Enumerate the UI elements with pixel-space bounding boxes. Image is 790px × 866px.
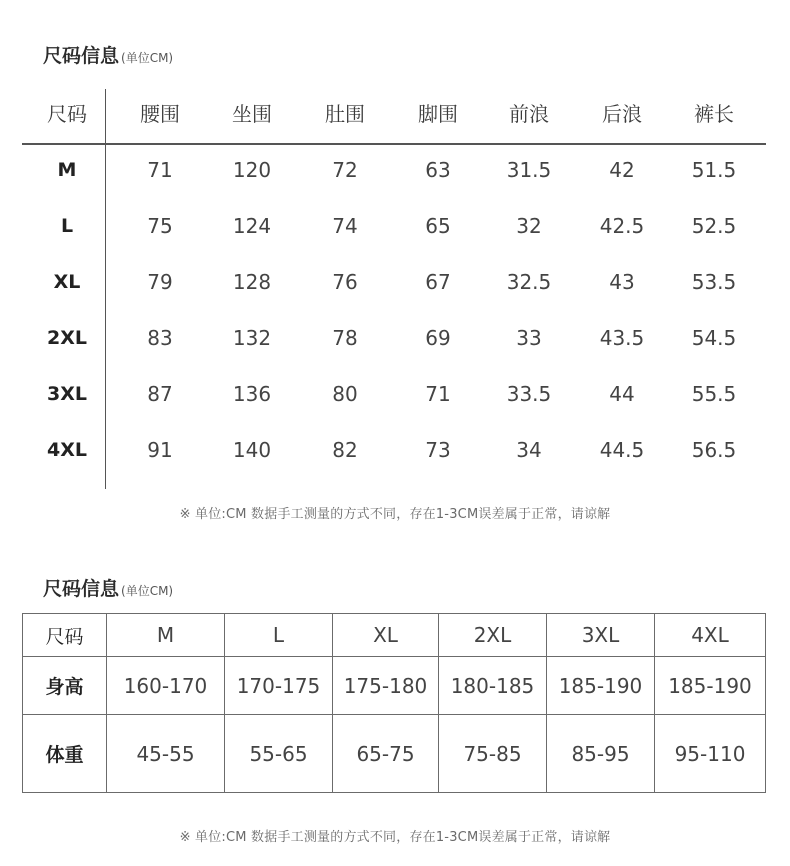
column-header: 脚围 — [418, 102, 458, 126]
size-cell: 3XL — [547, 614, 655, 657]
measurement-cell: 132 — [232, 326, 272, 350]
section-title-body-size — [43, 574, 173, 601]
measurement-cell: 32.5 — [506, 270, 552, 294]
measurement-cell: 43.5 — [599, 326, 645, 350]
column-header: 裤长 — [694, 102, 734, 126]
column-header: 肚围 — [325, 102, 365, 126]
weight-label: 体重 — [23, 715, 107, 793]
measurement-cell: 87 — [147, 382, 173, 406]
size-label: M — [57, 159, 77, 181]
measurement-cell: 31.5 — [506, 158, 552, 182]
garment-measurement-table — [22, 89, 766, 489]
measurement-cell: 82 — [332, 438, 358, 462]
weight-cell: 45-55 — [107, 715, 225, 793]
measurement-cell: 73 — [425, 438, 451, 462]
measurement-cell: 34 — [516, 438, 542, 462]
measurement-cell: 76 — [332, 270, 358, 294]
size-label: 2XL — [47, 327, 87, 349]
column-header: 腰围 — [140, 102, 180, 126]
height-cell: 185-190 — [655, 657, 766, 715]
size-cell: 4XL — [655, 614, 766, 657]
size-label: XL — [53, 271, 81, 293]
measurement-cell: 128 — [232, 270, 272, 294]
height-label: 身高 — [23, 657, 107, 715]
measurement-cell: 136 — [232, 382, 272, 406]
measurement-cell: 63 — [425, 158, 451, 182]
measurement-cell: 71 — [425, 382, 451, 406]
size-label: 4XL — [47, 439, 87, 461]
measurement-cell: 32 — [516, 214, 542, 238]
size-cell: XL — [333, 614, 439, 657]
body-size-table — [22, 613, 766, 793]
measurement-cell: 91 — [147, 438, 173, 462]
size-cell: L — [225, 614, 333, 657]
section-title-text: 尺码信息 — [43, 45, 120, 67]
weight-cell: 85-95 — [547, 715, 655, 793]
column-header: 坐围 — [232, 102, 272, 126]
measurement-cell: 42.5 — [599, 214, 645, 238]
measurement-cell: 67 — [425, 270, 451, 294]
section-unit: (单位CM) — [121, 51, 174, 65]
measurement-cell: 33 — [516, 326, 542, 350]
size-header-label: 尺码 — [47, 102, 87, 126]
weight-cell: 55-65 — [225, 715, 333, 793]
height-cell: 170-175 — [225, 657, 333, 715]
measurement-note: ※ 单位:CM 数据手工测量的方式不同，存在1-3CM误差属于正常，请谅解 — [179, 830, 611, 845]
size-cell: 2XL — [439, 614, 547, 657]
measurement-cell: 53.5 — [691, 270, 737, 294]
measurement-cell: 120 — [232, 158, 272, 182]
measurement-cell: 52.5 — [691, 214, 737, 238]
table-row-weight — [23, 715, 766, 793]
weight-cell: 65-75 — [333, 715, 439, 793]
measurement-cell: 55.5 — [691, 382, 737, 406]
weight-cell: 75-85 — [439, 715, 547, 793]
size-label: L — [60, 215, 74, 237]
measurement-cell: 75 — [147, 214, 173, 238]
column-header: 后浪 — [602, 102, 642, 126]
measurement-cell: 140 — [232, 438, 272, 462]
measurement-cell: 44 — [609, 382, 635, 406]
size-cell: M — [107, 614, 225, 657]
measurement-note: ※ 单位:CM 数据手工测量的方式不同，存在1-3CM误差属于正常，请谅解 — [179, 507, 611, 522]
table-row-sizes — [23, 614, 766, 657]
section-title-measurements — [43, 41, 173, 68]
header-divider — [22, 143, 766, 145]
measurement-cell: 51.5 — [691, 158, 737, 182]
measurement-cell: 69 — [425, 326, 451, 350]
measurement-cell: 33.5 — [506, 382, 552, 406]
height-cell: 180-185 — [439, 657, 547, 715]
measurement-cell: 54.5 — [691, 326, 737, 350]
measurement-cell: 80 — [332, 382, 358, 406]
measurement-cell: 83 — [147, 326, 173, 350]
measurement-cell: 124 — [232, 214, 272, 238]
height-cell: 175-180 — [333, 657, 439, 715]
size-label: 3XL — [47, 383, 87, 405]
height-cell: 160-170 — [107, 657, 225, 715]
column-header: 前浪 — [509, 102, 549, 126]
measurement-cell: 74 — [332, 214, 358, 238]
measurement-cell: 42 — [609, 158, 635, 182]
measurement-cell: 72 — [332, 158, 358, 182]
measurement-cell: 78 — [332, 326, 358, 350]
measurement-cell: 79 — [147, 270, 173, 294]
measurement-cell: 56.5 — [691, 438, 737, 462]
section-unit: (单位CM) — [121, 584, 174, 598]
weight-cell: 95-110 — [655, 715, 766, 793]
table-row-height — [23, 657, 766, 715]
height-cell: 185-190 — [547, 657, 655, 715]
measurement-cell: 44.5 — [599, 438, 645, 462]
size-header-label: 尺码 — [23, 614, 107, 657]
measurement-cell: 71 — [147, 158, 173, 182]
measurement-cell: 43 — [609, 270, 635, 294]
measurement-cell: 65 — [425, 214, 451, 238]
section-title-text: 尺码信息 — [43, 578, 120, 600]
